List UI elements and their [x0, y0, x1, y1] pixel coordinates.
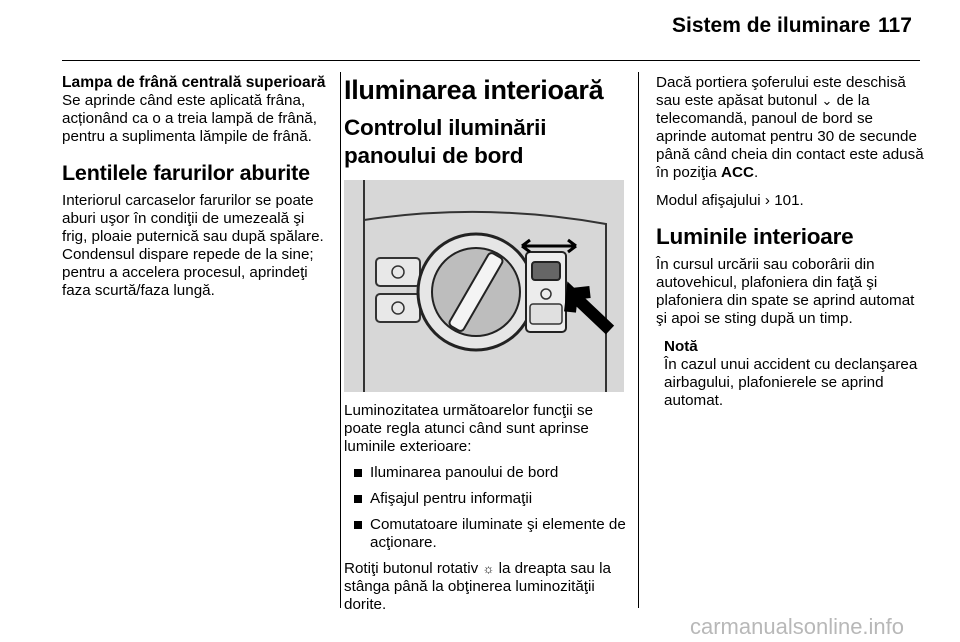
- page-reference-icon: ›: [764, 192, 770, 209]
- auto-illumination-text: Dacă portiera şoferului este deschisă sau este apăsat butonul ⌄ de la telecomandă, panoul de bord se aprinde automat pentru 30 de secunde până când cheia din contact este adusă în poziţia ACC.: [656, 74, 924, 181]
- fogged-lenses-text: Interiorul carcaselor farurilor se poate aburi uşor în condiţii de umezeală şi frig, ploaie puternică sau după spălare. Condensul dispare repede de la sine; pentru a accelera procesul, aprindeţi faza scurtă/faza lungă.: [62, 192, 324, 299]
- note-text: În cazul unui accident cu declanşarea airbagului, plafonierele se aprind automat.: [664, 356, 918, 409]
- heading-panel-illumination: Controlul iluminării panoului de bord: [344, 115, 547, 168]
- interior-lights-text: În cursul urcării sau coborârii din autovehicul, plafoniera din faţă şi plafoniera din spate se aprind automat şi apoi se sting după un timp.: [656, 256, 915, 327]
- column-right: [656, 74, 926, 410]
- list-item: Comutatoare iluminate şi elemente de acţionare.: [344, 516, 628, 552]
- column-middle: [344, 74, 628, 614]
- dimmer-dial-icon: ☼: [482, 561, 495, 576]
- page-header-title: Sistem de iluminare: [672, 14, 871, 37]
- note-label: Notă: [664, 338, 698, 355]
- panel-intro-text: Luminozitatea următoarelor funcţii se poate regla atunci când sunt aprinse luminile exterioare:: [344, 402, 594, 455]
- watermark: carmanualsonline.info: [690, 614, 905, 639]
- rotate-instruction: Rotiţi butonul rotativ ☼ la dreapta sau la stânga până la obţinerea luminozităţii dorite.: [344, 560, 611, 613]
- heading-interior-lights: Luminile interioare: [656, 224, 854, 249]
- bullet-square: [354, 521, 362, 529]
- display-mode-ref: Modul afişajului › 101.: [656, 192, 804, 209]
- bullet-square: [354, 469, 362, 477]
- light-switch-illustration: [344, 180, 624, 392]
- list-item: Iluminarea panoului de bord: [344, 464, 628, 482]
- list-item: Afişajul pentru informaţii: [344, 490, 628, 508]
- column-divider-2: [638, 72, 639, 608]
- column-left: [62, 74, 330, 300]
- bullet-square: [354, 495, 362, 503]
- heading-interior-lighting: Iluminarea interioară: [344, 75, 604, 105]
- heading-fogged-lenses: Lentilele farurilor aburite: [62, 161, 310, 185]
- header-rule: [62, 60, 920, 61]
- brake-lamp-text: Se aprinde când este aplicată frâna, acționând ca o a treia lampă de frână, pentru a suplimenta lămpile de frână.: [62, 92, 317, 145]
- heading-brake-lamp: Lampa de frână centrală superioară: [62, 74, 326, 91]
- page-number: 117: [878, 14, 912, 37]
- column-divider-1: [340, 72, 341, 608]
- unlock-button-icon: ⌄: [821, 93, 833, 108]
- note-block: [664, 338, 926, 410]
